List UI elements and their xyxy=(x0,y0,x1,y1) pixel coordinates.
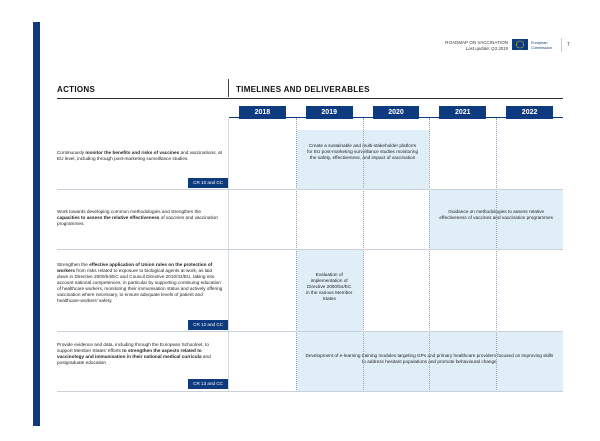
year-label: 2019 xyxy=(306,106,353,119)
eu-flag-icon xyxy=(512,39,528,50)
action-row-4 xyxy=(57,342,228,391)
year-label: 2020 xyxy=(373,106,420,119)
deliverable-text: Evaluation of implementation of Directive 2000/54/EC in the various Member States xyxy=(306,272,353,301)
column-separator xyxy=(228,118,229,392)
heading-separator xyxy=(228,79,229,97)
page-number: 7 xyxy=(567,42,570,48)
header-divider xyxy=(561,38,562,52)
deliverable-text: Create a sustainable and multi-stakeholder platform for EU post-marketing surveillance studies monitoring the safety, effectiveness, and impact of vaccination xyxy=(307,143,419,160)
cr-badge: CR 10 and CC xyxy=(188,178,228,188)
cr-badge: CR 12 and CC xyxy=(188,320,228,330)
deliverable-box-3 xyxy=(296,250,363,331)
year-gridline xyxy=(496,118,497,392)
year-label: 2018 xyxy=(239,106,286,119)
timelines-heading: TIMELINES AND DELIVERABLES xyxy=(236,85,370,94)
left-accent-bar xyxy=(33,22,40,426)
year-gridline xyxy=(296,118,297,392)
action-text: Work towards developing common methodologies and strengthen the capacities to assess the relative effectiveness of vaccines and vaccination programmes. xyxy=(57,209,219,226)
action-row-2 xyxy=(57,209,228,249)
action-text: Provide evidence and data, including through the European Schoolnet, to support Member States' efforts to strengthen the aspects related to vaccinology and immunisation in their national medical curricula and postgraduate education xyxy=(57,342,211,365)
deliverable-text: Guidance on methodologies to assess relative effectiveness of vaccines and vaccination programmes xyxy=(439,209,553,220)
row-separator xyxy=(57,189,563,190)
action-row-3 xyxy=(57,262,228,331)
cr-badge: CR 13 and CC xyxy=(188,379,228,389)
action-text: Strengthen the effective application of Union rules on the protection of workers from risks related to exposure to biological agents at work, as laid down in Directive 2000/54/EC and Council Directive 2010/32/EU, taking into account national competences, in particular by supporting continuing education of healthcare workers, monitoring their immunisation status and actively offering vaccination where necessary, to ensure adequate levels of patient and healthcare-workers' safety. xyxy=(57,262,223,303)
deliverable-text: Development of e-learning training modules targeting GPs and primary healthcare providers focused on improving skills to address hesitant populations and promote behavioural change xyxy=(305,353,554,364)
roadmap-label: ROADMAP ON VACCINATION xyxy=(445,40,508,45)
action-row-1 xyxy=(57,150,228,189)
year-label: 2022 xyxy=(506,106,553,119)
last-update-label: Last update: Q3 2019 xyxy=(465,46,508,51)
organization-name: European Commission xyxy=(531,41,552,50)
row-separator xyxy=(57,391,563,392)
row-separator xyxy=(57,249,563,250)
year-gridline xyxy=(429,118,430,392)
document-header xyxy=(445,40,508,52)
year-label: 2021 xyxy=(439,106,486,119)
actions-heading: ACTIONS xyxy=(57,85,96,94)
year-gridline xyxy=(363,118,364,392)
row-separator xyxy=(57,331,563,332)
action-text: Continuously monitor the benefits and risks of vaccines and vaccinations, at EU level, including through post-marketing surveillance studies. xyxy=(57,150,222,161)
year-header-rule xyxy=(229,117,563,118)
